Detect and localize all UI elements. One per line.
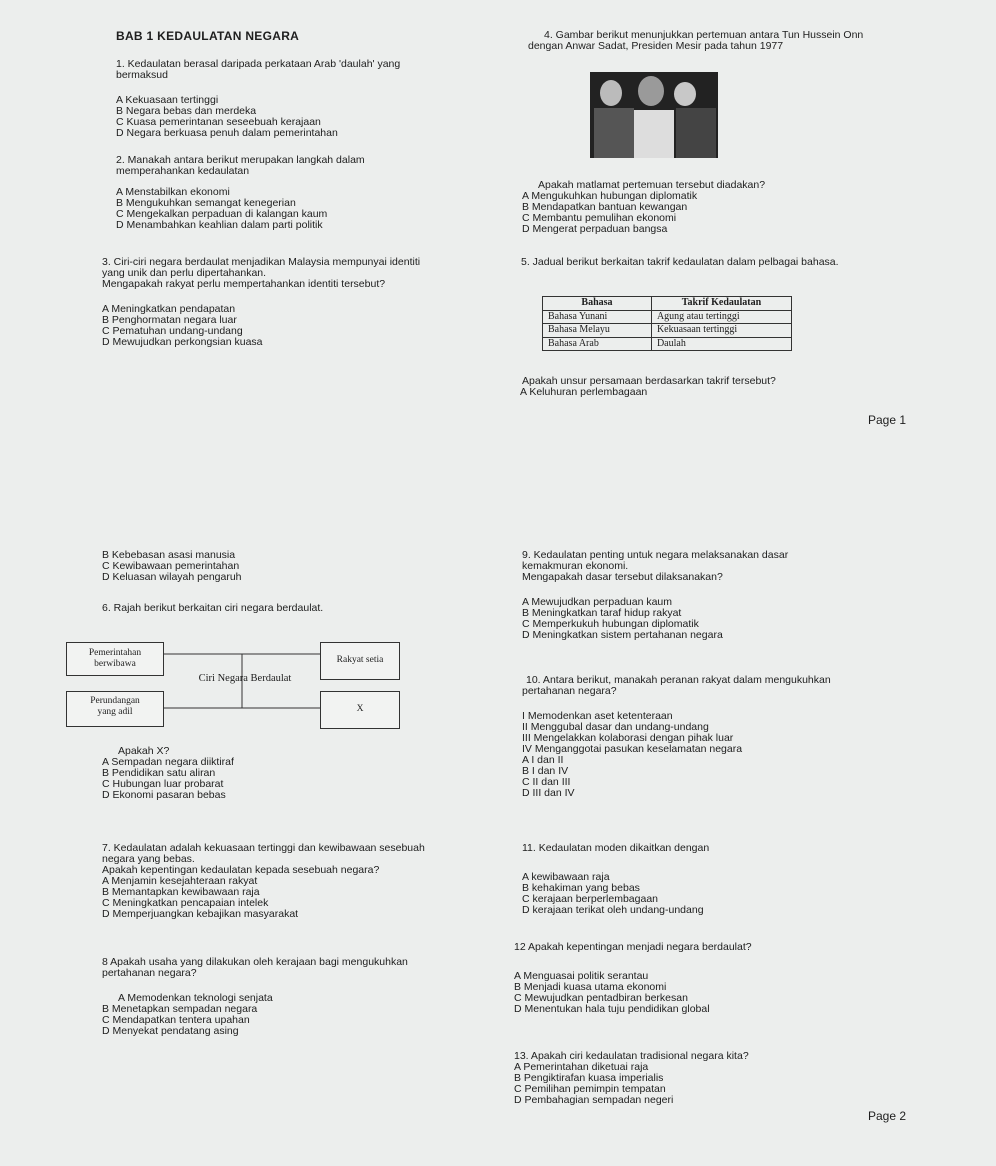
question-6-option-b[interactable]: B Pendidikan satu aliran — [102, 767, 216, 780]
page-number-1: Page 1 — [868, 413, 907, 427]
question-7-stem: 7. Kedaulatan adalah kekuasaan tertinggi dan kewibawaan sesebuah — [102, 842, 425, 854]
question-5-option-c[interactable]: C Kewibawaan pemerintahan — [102, 560, 240, 573]
question-7-question: Apakah kepentingan kedaulatan kepada sesebuah negara? — [102, 864, 380, 877]
question-13-stem: 13. Apakah ciri kedaulatan tradisional negara kita? — [514, 1050, 749, 1062]
question-10-statement-i: I Memodenkan aset ketenteraan — [522, 710, 673, 723]
question-3-stem-cont: yang unik dan perlu dipertahankan. — [102, 267, 267, 280]
question-4-option-b[interactable]: B Mendapatkan bantuan kewangan — [522, 201, 688, 214]
question-3-question: Mengapakah rakyat perlu mempertahankan identiti tersebut? — [102, 278, 386, 291]
question-5-option-d[interactable]: D Keluasan wilayah pengaruh — [102, 571, 242, 584]
question-6-choices — [102, 746, 234, 801]
question-11-stem: 11. Kedaulatan moden dikaitkan dengan — [522, 842, 710, 854]
question-11-option-d[interactable]: D kerajaan terikat oleh undang-undang — [522, 904, 704, 917]
question-4-option-a[interactable]: A Mengukuhkan hubungan diplomatik — [522, 190, 698, 203]
question-3-option-c[interactable]: C Pematuhan undang-undang — [102, 325, 243, 338]
question-7-option-c[interactable]: C Meningkatkan pencapaian intelek — [102, 897, 269, 910]
question-9 — [522, 550, 788, 641]
question-8-option-d[interactable]: D Menyekat pendatang asing — [102, 1025, 239, 1038]
question-6-stem: 6. Rajah berikut berkaitan ciri negara berdaulat. — [102, 602, 324, 614]
question-9-option-b[interactable]: B Meningkatkan taraf hidup rakyat — [522, 607, 682, 620]
question-1 — [116, 59, 400, 139]
question-9-option-d[interactable]: D Meningkatkan sistem pertahanan negara — [522, 629, 723, 642]
question-7-stem-cont: negara yang bebas. — [102, 853, 195, 866]
question-1-option-d[interactable]: D Negara berkuasa penuh dalam pemerintahan — [116, 127, 338, 140]
diagram-box-pemerintahan — [66, 642, 164, 676]
question-1-stem: 1. Kedaulatan berasal daripada perkataan Arab 'daulah' yang — [116, 58, 401, 70]
question-4-choices — [522, 180, 765, 235]
table-cell: Kekuasaan tertinggi — [651, 324, 791, 338]
question-4-stem-cont: dengan Anwar Sadat, Presiden Mesir pada tahun 1977 — [528, 40, 784, 53]
question-10-option-d[interactable]: D III dan IV — [522, 787, 575, 800]
question-13 — [514, 1051, 749, 1106]
question-8-stem: 8 Apakah usaha yang dilakukan oleh kerajaan bagi mengukuhkan — [102, 956, 408, 968]
question-11-option-c[interactable]: C kerajaan berperlembagaan — [522, 893, 659, 906]
diagram-box-x — [320, 691, 400, 729]
diagram-center-text: Ciri Negara Berdaulat — [198, 673, 292, 684]
table-row — [543, 324, 792, 338]
question-12-option-d[interactable]: D Menentukan hala tuju pendidikan global — [514, 1003, 710, 1016]
question-1-stem-cont: bermaksud — [116, 69, 168, 82]
table-cell: Bahasa Yunani — [543, 310, 652, 324]
diagram-box-text: yang adil — [97, 706, 133, 717]
question-8-stem-cont: pertahanan negara? — [102, 967, 197, 980]
question-10-option-b[interactable]: B I dan IV — [522, 765, 569, 778]
question-9-stem: 9. Kedaulatan penting untuk negara melaksanakan dasar — [522, 549, 789, 561]
question-4-option-c[interactable]: C Membantu pemulihan ekonomi — [522, 212, 677, 225]
question-2 — [116, 155, 365, 231]
question-5-question-block — [520, 376, 776, 398]
question-2-stem: 2. Manakah antara berikut merupakan langkah dalam — [116, 154, 365, 166]
question-3 — [102, 257, 420, 348]
question-11 — [522, 843, 709, 916]
question-3-option-b[interactable]: B Penghormatan negara luar — [102, 314, 237, 327]
table-cell: Daulah — [651, 337, 791, 351]
diagram-center-label — [180, 673, 310, 687]
table-cell: Bahasa Melayu — [543, 324, 652, 338]
question-10-statement-iii: III Mengelakkan kolaborasi dengan pihak luar — [522, 732, 734, 745]
table-header-row — [543, 297, 792, 311]
question-2-option-d[interactable]: D Menambahkan keahlian dalam parti politik — [116, 219, 323, 232]
table-header: Bahasa — [543, 297, 652, 311]
question-13-option-a[interactable]: A Pemerintahan diketuai raja — [514, 1061, 649, 1074]
diagram-box-perundangan — [66, 691, 164, 727]
chapter-title: BAB 1 KEDAULATAN NEGARA — [116, 29, 300, 43]
question-11-option-b[interactable]: B kehakiman yang bebas — [522, 882, 640, 895]
question-10-statement-ii: II Menggubal dasar dan undang-undang — [522, 721, 709, 734]
question-2-stem-cont: memperahankan kedaulatan — [116, 165, 250, 178]
question-10-stem-cont: pertahanan negara? — [522, 685, 617, 698]
question-4-stem: 4. Gambar berikut menunjukkan pertemuan antara Tun Hussein Onn — [544, 29, 864, 41]
question-12-option-a[interactable]: A Menguasai politik serantau — [514, 970, 649, 983]
question-10-option-a[interactable]: A I dan II — [522, 754, 564, 767]
question-3-option-d[interactable]: D Mewujudkan perkongsian kuasa — [102, 336, 263, 349]
question-7-option-b[interactable]: B Memantapkan kewibawaan raja — [102, 886, 260, 899]
question-12-option-b[interactable]: B Menjadi kuasa utama ekonomi — [514, 981, 667, 994]
question-9-stem-cont: kemakmuran ekonomi. — [522, 560, 629, 573]
question-2-option-b[interactable]: B Mengukuhkan semangat kenegerian — [116, 197, 296, 210]
question-8-option-b[interactable]: B Menetapkan sempadan negara — [102, 1003, 258, 1016]
question-8-option-a[interactable]: A Memodenkan teknologi senjata — [118, 992, 273, 1005]
question-9-option-a[interactable]: A Mewujudkan perpaduan kaum — [522, 596, 673, 609]
question-2-option-a[interactable]: A Menstabilkan ekonomi — [116, 186, 230, 199]
diagram-box-text: Perundangan — [90, 696, 140, 706]
question-1-option-a[interactable]: A Kekuasaan tertinggi — [116, 94, 219, 107]
question-5-option-b[interactable]: B Kebebasan asasi manusia — [102, 549, 236, 561]
diagram-box-text: Pemerintahan — [88, 648, 142, 658]
question-13-option-b[interactable]: B Pengiktirafan kuasa imperialis — [514, 1072, 664, 1085]
question-13-option-c[interactable]: C Pemilihan pemimpin tempatan — [514, 1083, 666, 1096]
table-header: Takrif Kedaulatan — [651, 297, 791, 311]
question-7 — [102, 843, 425, 920]
question-11-option-a[interactable]: A kewibawaan raja — [522, 871, 610, 884]
question-8-option-c[interactable]: C Mendapatkan tentera upahan — [102, 1014, 250, 1027]
sovereignty-definition-table — [542, 296, 792, 351]
question-2-option-c[interactable]: C Mengekalkan perpaduan di kalangan kaum — [116, 208, 328, 221]
question-6-option-d[interactable]: D Ekonomi pasaran bebas — [102, 789, 226, 802]
question-12-option-c[interactable]: C Mewujudkan pentadbiran berkesan — [514, 992, 688, 1005]
question-5-options-continued — [102, 550, 242, 583]
question-8 — [102, 957, 408, 1037]
diagram-box-text: berwibawa — [94, 658, 136, 669]
question-1-option-b[interactable]: B Negara bebas dan merdeka — [116, 105, 257, 118]
question-3-stem: 3. Ciri-ciri negara berdaulat menjadikan Malaysia mempunyai identiti — [102, 256, 421, 268]
question-5-stem: 5. Jadual berikut berkaitan takrif kedaulatan dalam pelbagai bahasa. — [521, 256, 839, 268]
question-4 — [528, 30, 863, 52]
table-cell: Agung atau tertinggi — [651, 310, 791, 324]
question-10-stem: 10. Antara berikut, manakah peranan rakyat dalam mengukuhkan — [526, 674, 831, 686]
question-9-question: Mengapakah dasar tersebut dilaksanakan? — [522, 571, 723, 584]
question-7-option-a[interactable]: A Menjamin kesejahteraan rakyat — [102, 875, 258, 888]
question-6-question: Apakah X? — [118, 745, 170, 757]
question-3-option-a[interactable]: A Meningkatkan pendapatan — [102, 303, 236, 316]
question-12-stem: 12 Apakah kepentingan menjadi negara berdaulat? — [514, 941, 752, 953]
question-1-option-c[interactable]: C Kuasa pemerintanan seseebuah kerajaan — [116, 116, 321, 129]
question-5-question: Apakah unsur persamaan berdasarkan takrif tersebut? — [522, 375, 776, 387]
question-6-option-c[interactable]: C Hubungan luar probarat — [102, 778, 224, 791]
question-5-option-a[interactable]: A Keluhuran perlembagaan — [520, 386, 648, 399]
question-12 — [514, 942, 752, 1015]
question-4-question: Apakah matlamat pertemuan tersebut diadakan? — [538, 179, 766, 191]
table-row — [543, 337, 792, 351]
meeting-photo — [590, 72, 718, 158]
question-7-option-d[interactable]: D Memperjuangkan kebajikan masyarakat — [102, 908, 299, 921]
question-10-statement-iv: IV Menganggotai pasukan keselamatan negara — [522, 743, 743, 756]
diagram-box-text: Rakyat setia — [336, 655, 384, 665]
page-number-2: Page 2 — [868, 1109, 907, 1123]
question-4-option-d[interactable]: D Mengerat perpaduan bangsa — [522, 223, 668, 236]
table-cell: Bahasa Arab — [543, 337, 652, 351]
question-6-option-a[interactable]: A Sempadan negara diiktiraf — [102, 756, 234, 769]
question-9-option-c[interactable]: C Memperkukuh hubungan diplomatik — [522, 618, 699, 631]
question-10-option-c[interactable]: C II dan III — [522, 776, 571, 789]
diagram-box-text: X — [356, 704, 364, 714]
question-10 — [522, 675, 831, 799]
table-row — [543, 310, 792, 324]
diagram-box-rakyat — [320, 642, 400, 680]
question-13-option-d[interactable]: D Pembahagian sempadan negeri — [514, 1094, 674, 1107]
